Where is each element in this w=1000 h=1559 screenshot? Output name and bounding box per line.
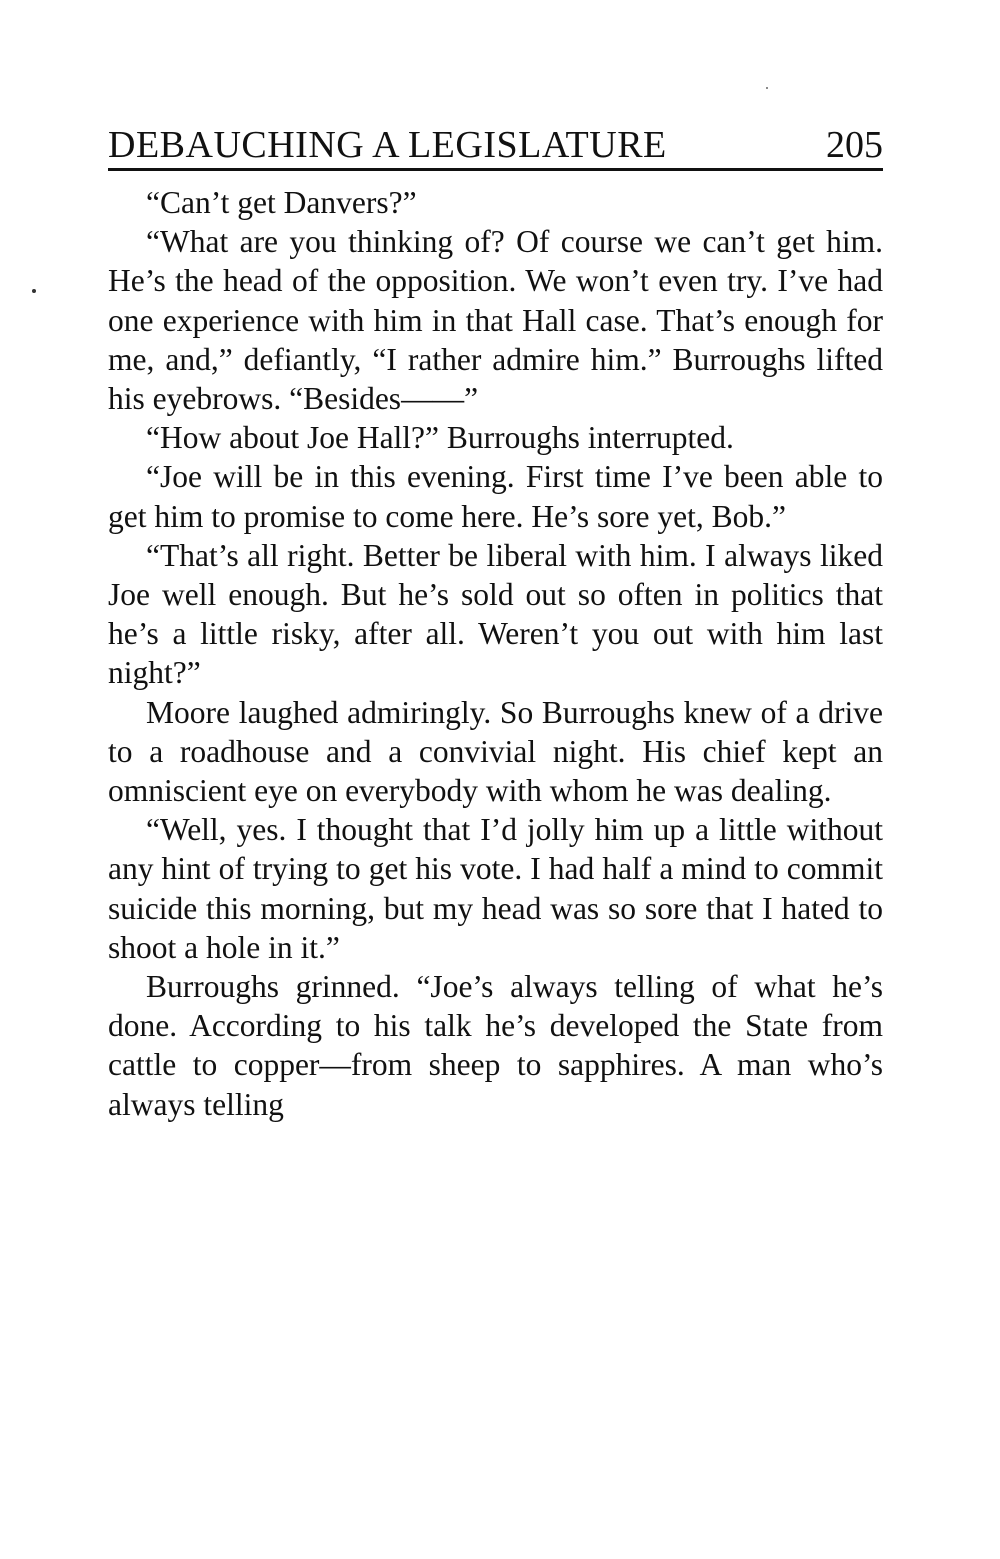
margin-speck [32, 289, 36, 293]
paragraph: “How about Joe Hall?” Burroughs interrupted. [146, 420, 734, 456]
running-title: DEBAUCHING A LEGISLATURE [108, 124, 667, 166]
paragraph: “Joe will be in this evening. First time I’ve been able to get him to promise to come here. He’s sore yet, Bob.” [108, 459, 883, 534]
running-header [108, 122, 883, 171]
paragraph: Moore laughed admiringly. So Burroughs knew of a drive to a roadhouse and a convivial night. His chief kept an omniscient eye on everybody with whom he was dealing. [108, 694, 883, 809]
paragraph: “Can’t get Danvers?” [146, 185, 417, 220]
body-text [108, 183, 883, 1124]
paragraph: “Well, yes. I thought that I’d jolly him up a little without any hint of trying to get his vote. I had half a mind to commit suicide this morning, but my head was so sore that I hated to shoot a hole in it.” [108, 812, 883, 965]
paragraph: “What are you thinking of? Of course we can’t get him. He’s the head of the opposition. We won’t even try. I’ve had one experience with him in that Hall case. That’s enough for me, and,” defiantly, “I rather admire him.” Burroughs lifted his eyebrows. “Besides——” [108, 224, 883, 417]
page-number: 205 [826, 124, 883, 166]
paragraph: Burroughs grinned. “Joe’s always telling of what he’s done. According to his talk he’s developed the State from cattle to copper—from sheep to sapphires. A man who’s always telling [108, 969, 883, 1122]
print-speck [766, 87, 768, 89]
paragraph: “That’s all right. Better be liberal with him. I always liked Joe well enough. But he’s sold out so often in politics that he’s a little risky, after all. Weren’t you out with him last night?” [108, 537, 883, 691]
